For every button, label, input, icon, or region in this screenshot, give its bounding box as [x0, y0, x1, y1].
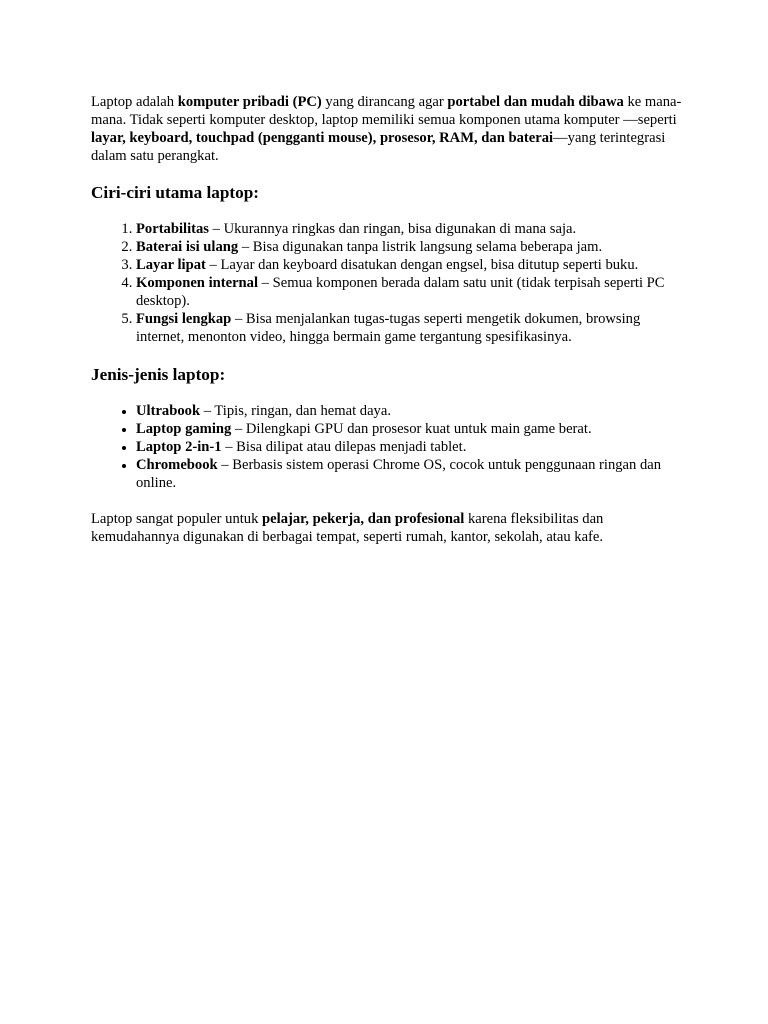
types-list-item — [136, 438, 683, 456]
type-term: Chromebook — [136, 457, 218, 473]
type-term: Ultrabook — [136, 403, 201, 419]
feature-desc: – Semua komponen berada dalam satu unit (tidak terpisah seperti PC desktop). — [136, 275, 665, 309]
features-list-item — [136, 256, 683, 274]
document-page — [91, 93, 683, 546]
types-heading: Jenis-jenis laptop: — [91, 365, 226, 384]
closing-text-2: karena fleksibilitas dan kemudahannya digunakan di berbagai tempat, seperti rumah, kantor, sekolah, atau kafe. — [91, 511, 604, 545]
intro-paragraph — [91, 93, 683, 165]
intro-text-2: yang dirancang agar — [321, 94, 448, 110]
feature-desc: – Bisa digunakan tanpa listrik langsung selama beberapa jam. — [238, 239, 603, 255]
intro-bold-2: portabel dan mudah dibawa — [447, 94, 624, 110]
feature-desc: – Layar dan keyboard disatukan dengan engsel, bisa ditutup seperti buku. — [205, 257, 639, 273]
type-desc: – Bisa dilipat atau dilepas menjadi tablet. — [221, 439, 467, 455]
closing-text-1: Laptop sangat populer untuk — [91, 511, 263, 527]
feature-term: Komponen internal — [136, 275, 259, 291]
types-list-item — [136, 420, 683, 438]
feature-term: Fungsi lengkap — [136, 311, 232, 327]
types-list-item — [136, 456, 683, 492]
type-desc: – Tipis, ringan, dan hemat daya. — [200, 403, 391, 419]
features-list-item — [136, 238, 683, 256]
feature-desc: – Ukurannya ringkas dan ringan, bisa digunakan di mana saja. — [208, 221, 577, 237]
feature-desc: – Bisa menjalankan tugas-tugas seperti mengetik dokumen, browsing internet, menonton video, hingga bermain game tergantung spesifikasinya. — [136, 311, 641, 345]
types-list-item — [136, 402, 683, 420]
intro-text-4: —yang terintegrasi dalam satu perangkat. — [91, 130, 666, 164]
intro-bold-3: layar, keyboard, touchpad (pengganti mouse), prosesor, RAM, dan baterai — [91, 130, 554, 146]
type-desc: – Berbasis sistem operasi Chrome OS, cocok untuk penggunaan ringan dan online. — [136, 457, 662, 491]
features-list-item — [136, 310, 683, 346]
intro-text-3: ke mana-mana. Tidak seperti komputer desktop, laptop memiliki semua komponen utama komputer —seperti — [91, 94, 682, 128]
feature-term: Portabilitas — [136, 221, 209, 237]
features-list-item — [136, 274, 683, 310]
intro-bold-1: komputer pribadi (PC) — [177, 94, 322, 110]
closing-bold-1: pelajar, pekerja, dan profesional — [262, 511, 465, 527]
feature-term: Layar lipat — [136, 257, 206, 273]
feature-term: Baterai isi ulang — [136, 239, 239, 255]
type-term: Laptop 2-in-1 — [136, 439, 222, 455]
type-term: Laptop gaming — [136, 421, 232, 437]
intro-text-1: Laptop adalah — [91, 94, 178, 110]
features-heading: Ciri-ciri utama laptop: — [91, 183, 260, 202]
features-list — [91, 220, 683, 346]
type-desc: – Dilengkapi GPU dan prosesor kuat untuk main game berat. — [231, 421, 592, 437]
types-list — [91, 402, 683, 492]
features-list-item — [136, 220, 683, 238]
closing-paragraph — [91, 510, 683, 546]
